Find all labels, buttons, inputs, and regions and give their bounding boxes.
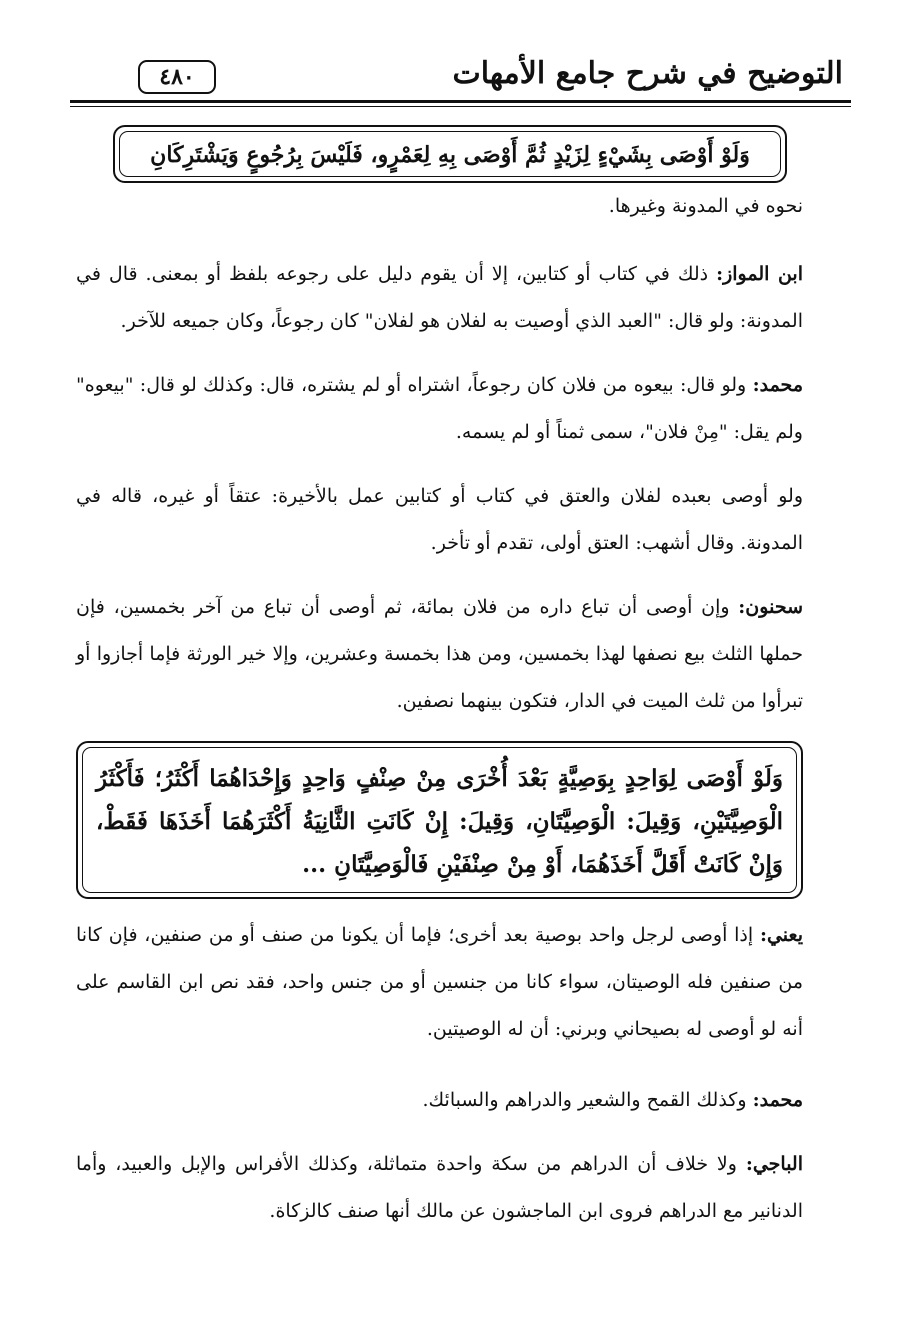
page-number: ٤٨٠ (138, 60, 216, 94)
speaker-label: ابن المواز: (716, 263, 803, 285)
paragraph-text: ولا خلاف أن الدراهم من سكة واحدة متماثلة، وكذلك الأفراس والإبل والعبيد، وأما الدنانير مع الدراهم فروى ابن الماجشون عن مالك أنها صنف كالزكاة. (76, 1153, 803, 1222)
matn-box-1: وَلَوْ أَوْصَى بِشَيْءٍ لِزَيْدٍ ثُمَّ أَوْصَى بِهِ لِعَمْرٍو، فَلَيْسَ بِرُجُوعٍ وَيَشْتَرِكَانِ (113, 125, 787, 183)
speaker-label: الباجي: (745, 1153, 803, 1175)
paragraph-text: إذا أوصى لرجل واحد بوصية بعد أخرى؛ فإما أن يكونا من صنف أو من صنفين، فإن كانا من صنفين فله الوصيتان، سواء كانا من جنسين أو من جنس واحد، فقد نص ابن القاسم على أنه لو أوصى له بصيحاني وبرني: أن له الوصيتين. (76, 924, 803, 1040)
speaker-label: يعني: (759, 924, 803, 946)
paragraph (76, 362, 803, 456)
paragraph-text: وإن أوصى أن تباع داره من فلان بمائة، ثم أوصى أن تباع من آخر بخمسين، فإن حملها الثلث بيع نصفها لهذا بخمسين، ومن هذا بخمسة وعشرين، وإلا خير الورثة فإما أجازوا أو تبرأوا من ثلث الميت في الدار، فتكون بينهما نصفين. (76, 596, 803, 712)
matn-box-2: وَلَوْ أَوْصَى لِوَاحِدٍ بِوَصِيَّةٍ بَعْدَ أُخْرَى مِنْ صِنْفٍ وَاحِدٍ وَإِحْدَاهُمَا أَكْثَرُ؛ فَأَكْثَرُ الْوَصِيَّتَيْنِ، وَقِيلَ: الْوَصِيَّتَانِ، وَقِيلَ: إِنْ كَانَتِ الثَّانِيَةُ أَكْثَرَهُمَا أَخَذَهَا فَقَطْ، وَإِنْ كَانَتْ أَقَلَّ أَخَذَهُمَا، أَوْ مِنْ صِنْفَيْنِ فَالْوَصِيَّتَانِ ... (76, 741, 803, 899)
paragraph (76, 912, 803, 1053)
paragraph (76, 183, 803, 230)
page-header (70, 50, 851, 106)
header-rule (70, 100, 851, 103)
paragraph (76, 251, 803, 345)
paragraph-text: وكذلك القمح والشعير والدراهم والسبائك. (422, 1089, 753, 1111)
paragraph (76, 1141, 803, 1235)
paragraph (76, 473, 803, 567)
paragraph-text: ولو قال: بيعوه من فلان كان رجوعاً، اشتراه أو لم يشتره، قال: وكذلك لو قال: "بيعوه" ولم يقل: "مِنْ فلان"، سمى ثمناً أو لم يسمه. (76, 374, 803, 443)
paragraph-text: ولو أوصى بعبده لفلان والعتق في كتاب أو كتابين عمل بالأخيرة: عتقاً أو غيره، قاله في المدونة. وقال أشهب: العتق أولى، تقدم أو تأخر. (76, 485, 803, 554)
paragraph (76, 584, 803, 725)
paragraph-text: ذلك في كتاب أو كتابين، إلا أن يقوم دليل على رجوعه بلفظ أو بمعنى. قال في المدونة: ولو قال: "العبد الذي أوصيت به لفلان هو لفلان" كان رجوعاً، وكان جميعه للآخر. (76, 263, 803, 332)
header-rule-thin (70, 106, 851, 107)
paragraph (76, 1077, 803, 1124)
speaker-label: محمد: (752, 374, 803, 396)
speaker-label: محمد: (752, 1089, 803, 1111)
paragraph-text: نحوه في المدونة وغيرها. (608, 195, 803, 217)
speaker-label: سحنون: (738, 596, 803, 618)
book-title: التوضيح في شرح جامع الأمهات (452, 56, 843, 91)
